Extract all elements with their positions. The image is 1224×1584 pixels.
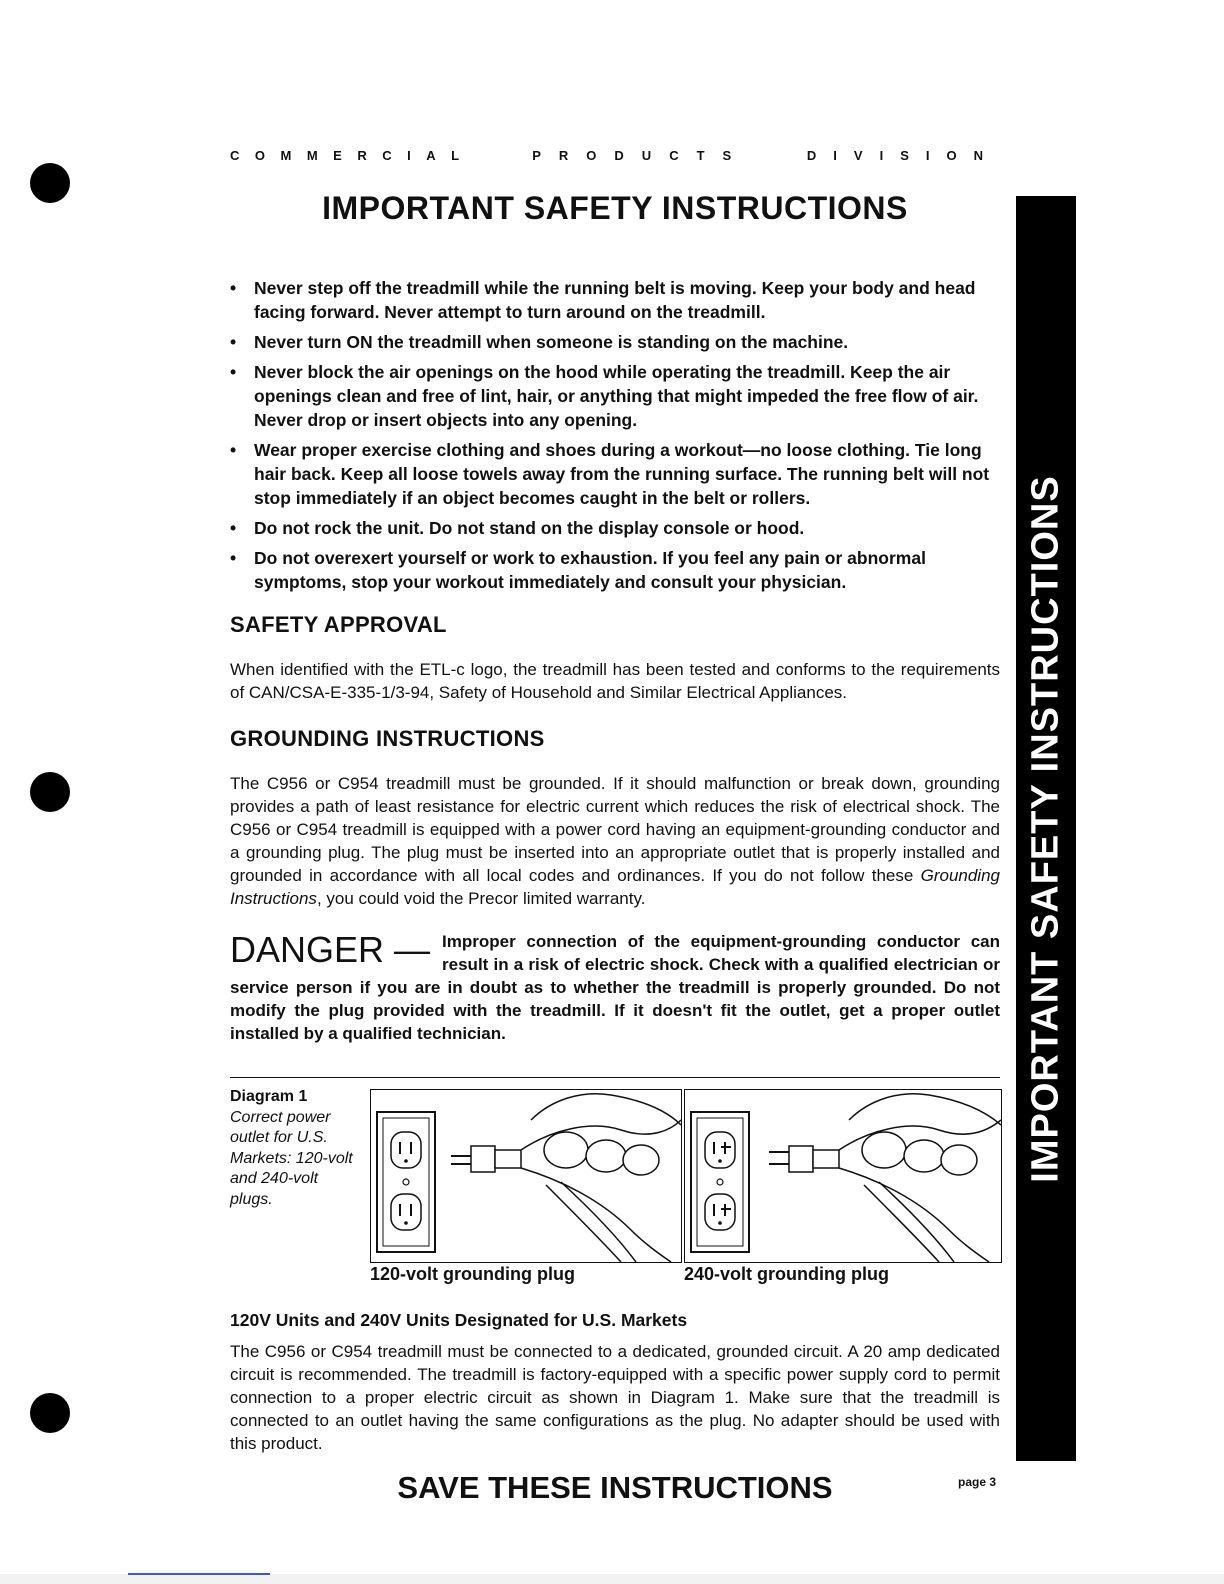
- grounding-body: [230, 772, 1000, 910]
- figure-240v-label: 240-volt grounding plug: [684, 1264, 889, 1284]
- figure-120v: [370, 1089, 682, 1263]
- list-item: • Never turn ON the treadmill when someone is standing on the machine.: [230, 330, 1000, 354]
- grounding-body-text: The C956 or C954 treadmill must be grounded. If it should malfunction or break down, grounding provides a path of least resistance for electric current which reduces the risk of electrical shock. The C956 or C954 treadmill is equipped with a power cord having an equipment-grounding conductor and a grounding plug. The plug must be inserted into an appropriate outlet that is properly installed and grounded in accordance with all local codes and ordinances. If you do not follow these: [230, 774, 1000, 885]
- binder-hole-top: [30, 163, 70, 203]
- bottom-link-underline: [128, 1573, 270, 1575]
- division-word-3: DIVISION: [806, 148, 1000, 163]
- list-item: • Do not rock the unit. Do not stand on the display console or hood.: [230, 516, 1000, 540]
- page-number: page 3: [958, 1475, 997, 1489]
- us-markets-body: The C956 or C954 treadmill must be connected to a dedicated, grounded circuit. A 20 amp dedicated circuit is recommended. The treadmill is factory-equipped with a specific power supply cord to permit connection to a proper electric circuit as shown in Diagram 1. Make sure that the treadmill is connected to an outlet having the same configurations as the plug. No adapter should be used with this product.: [230, 1342, 1000, 1453]
- list-item: • Never block the air openings on the hood while operating the treadmill. Keep the air openings clean and free of lint, hair, or anything that might impeded the free flow of air. Never drop or insert objects into any opening.: [230, 360, 1000, 432]
- grounding-heading: GROUNDING INSTRUCTIONS: [230, 726, 545, 751]
- safety-bullet-list: [230, 276, 1000, 600]
- safety-approval-heading: SAFETY APPROVAL: [230, 612, 447, 637]
- divider: [230, 1077, 1000, 1078]
- save-instructions-title: SAVE THESE INSTRUCTIONS: [397, 1470, 833, 1505]
- grounding-body-end: , you could void the Precor limited warranty.: [316, 889, 646, 908]
- bottom-edge: [0, 1574, 1224, 1584]
- danger-label: DANGER —: [230, 929, 431, 970]
- diagram-description: Correct power outlet for U.S. Markets: 120-volt and 240-volt plugs.: [230, 1108, 353, 1208]
- binder-hole-middle: [30, 772, 70, 812]
- figure-240v: [684, 1089, 1002, 1263]
- side-tab-label: IMPORTANT SAFETY INSTRUCTIONS: [1024, 474, 1067, 1183]
- us-markets-heading: 120V Units and 240V Units Designated for U.S. Markets: [230, 1310, 688, 1330]
- diagram-label: Diagram 1: [230, 1088, 308, 1105]
- figure-120v-label: 120-volt grounding plug: [370, 1264, 575, 1284]
- danger-warning: [230, 930, 1000, 1045]
- division-word-1: COMMERCIAL: [230, 148, 475, 163]
- danger-text: Improper connection of the equipment-grounding conductor can result in a risk of electric shock. Check with a qualified electrician or service person if you are in doubt as to whether the treadmill is properly grounded. Do not modify the plug provided with the treadmill. If it doesn't fit the outlet, get a proper outlet installed by a qualified technician.: [230, 932, 1000, 1043]
- list-item: • Wear proper exercise clothing and shoes during a workout—no loose clothing. Tie long hair back. Keep all loose towels away from the running surface. The running belt will not stop immediately if an object becomes caught in the belt or rollers.: [230, 438, 1000, 510]
- outlet-120v-illustration: [371, 1090, 681, 1262]
- side-tab: [1016, 196, 1076, 1461]
- safety-approval-body: When identified with the ETL-c logo, the treadmill has been tested and conforms to the requirements of CAN/CSA-E-335-1/3-94, Safety of Household and Similar Electrical Appliances.: [230, 660, 1000, 702]
- grounding-body-emphasis: Grounding Instructions: [230, 866, 1000, 908]
- page-title: IMPORTANT SAFETY INSTRUCTIONS: [322, 190, 908, 226]
- outlet-240v-illustration: [685, 1090, 1001, 1262]
- diagram-caption: [230, 1087, 365, 1210]
- division-word-2: PRODUCTS: [532, 148, 750, 163]
- division-header: [230, 148, 1000, 163]
- binder-hole-bottom: [30, 1393, 70, 1433]
- list-item: • Do not overexert yourself or work to exhaustion. If you feel any pain or abnormal symptoms, stop your workout immediately and consult your physician.: [230, 546, 1000, 594]
- list-item: • Never step off the treadmill while the running belt is moving. Keep your body and head facing forward. Never attempt to turn around on the treadmill.: [230, 276, 1000, 324]
